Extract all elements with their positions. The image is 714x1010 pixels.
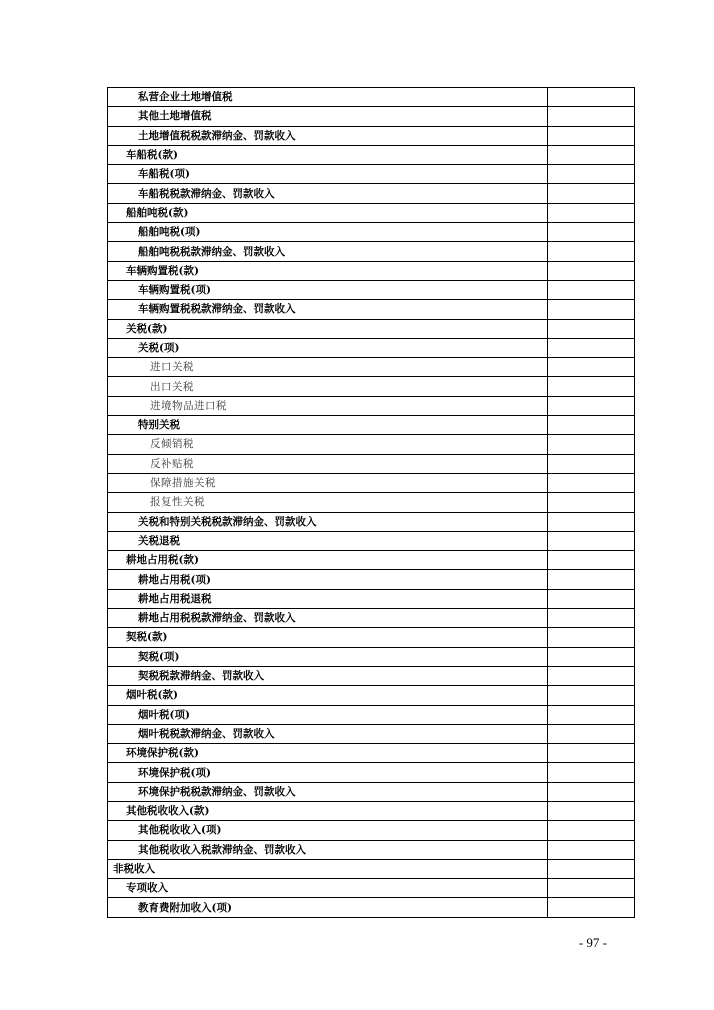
table-row bbox=[108, 126, 635, 145]
row-value-cell bbox=[548, 666, 635, 685]
row-value-cell bbox=[548, 358, 635, 377]
row-value-cell bbox=[548, 840, 635, 859]
row-label: 关税退税 bbox=[108, 531, 548, 550]
table-row bbox=[108, 647, 635, 666]
table-row bbox=[108, 705, 635, 724]
table-row bbox=[108, 358, 635, 377]
row-value-cell bbox=[548, 647, 635, 666]
table-row bbox=[108, 628, 635, 647]
table-row bbox=[108, 454, 635, 473]
row-value-cell bbox=[548, 512, 635, 531]
row-label: 反补贴税 bbox=[108, 454, 548, 473]
row-value-cell bbox=[548, 551, 635, 570]
table-row bbox=[108, 724, 635, 743]
row-label: 耕地占用税(项) bbox=[108, 570, 548, 589]
row-value-cell bbox=[548, 242, 635, 261]
row-value-cell bbox=[548, 435, 635, 454]
row-value-cell bbox=[548, 416, 635, 435]
table-row bbox=[108, 763, 635, 782]
table-row bbox=[108, 686, 635, 705]
row-value-cell bbox=[548, 184, 635, 203]
row-label: 报复性关税 bbox=[108, 493, 548, 512]
row-value-cell bbox=[548, 396, 635, 415]
table-row bbox=[108, 551, 635, 570]
row-value-cell bbox=[548, 107, 635, 126]
table-row bbox=[108, 801, 635, 820]
table-row bbox=[108, 744, 635, 763]
row-label: 其他税收收入(项) bbox=[108, 821, 548, 840]
table-row bbox=[108, 531, 635, 550]
row-label: 船舶吨税(项) bbox=[108, 223, 548, 242]
table-row bbox=[108, 280, 635, 299]
row-value-cell bbox=[548, 859, 635, 878]
table-row bbox=[108, 184, 635, 203]
row-value-cell bbox=[548, 705, 635, 724]
row-value-cell bbox=[548, 782, 635, 801]
row-label: 烟叶税税款滞纳金、罚款收入 bbox=[108, 724, 548, 743]
row-value-cell bbox=[548, 88, 635, 107]
table-row bbox=[108, 338, 635, 357]
table-row bbox=[108, 107, 635, 126]
table-row bbox=[108, 261, 635, 280]
table-row bbox=[108, 898, 635, 917]
row-value-cell bbox=[548, 744, 635, 763]
row-value-cell bbox=[548, 724, 635, 743]
row-label: 车辆购置税(项) bbox=[108, 280, 548, 299]
row-label: 特别关税 bbox=[108, 416, 548, 435]
row-value-cell bbox=[548, 300, 635, 319]
row-value-cell bbox=[548, 280, 635, 299]
row-label: 保障措施关税 bbox=[108, 473, 548, 492]
row-label: 环境保护税税款滞纳金、罚款收入 bbox=[108, 782, 548, 801]
row-label: 车船税(项) bbox=[108, 165, 548, 184]
row-label: 耕地占用税退税 bbox=[108, 589, 548, 608]
row-label: 进境物品进口税 bbox=[108, 396, 548, 415]
row-value-cell bbox=[548, 801, 635, 820]
table-row bbox=[108, 666, 635, 685]
table-row bbox=[108, 493, 635, 512]
row-value-cell bbox=[548, 377, 635, 396]
row-label: 船舶吨税税款滞纳金、罚款收入 bbox=[108, 242, 548, 261]
row-value-cell bbox=[548, 628, 635, 647]
table-row bbox=[108, 782, 635, 801]
row-label: 环境保护税(款) bbox=[108, 744, 548, 763]
row-label: 环境保护税(项) bbox=[108, 763, 548, 782]
row-value-cell bbox=[548, 145, 635, 164]
row-value-cell bbox=[548, 879, 635, 898]
row-label: 关税(款) bbox=[108, 319, 548, 338]
row-label: 非税收入 bbox=[108, 859, 548, 878]
row-value-cell bbox=[548, 531, 635, 550]
table-row bbox=[108, 88, 635, 107]
row-label: 车辆购置税(款) bbox=[108, 261, 548, 280]
table-row bbox=[108, 300, 635, 319]
row-value-cell bbox=[548, 570, 635, 589]
table-row bbox=[108, 377, 635, 396]
row-value-cell bbox=[548, 589, 635, 608]
row-label: 出口关税 bbox=[108, 377, 548, 396]
row-value-cell bbox=[548, 454, 635, 473]
row-label: 教育费附加收入(项) bbox=[108, 898, 548, 917]
table-row bbox=[108, 589, 635, 608]
table-body bbox=[108, 88, 635, 918]
row-label: 契税(款) bbox=[108, 628, 548, 647]
row-label: 其他土地增值税 bbox=[108, 107, 548, 126]
row-value-cell bbox=[548, 261, 635, 280]
row-label: 契税税款滞纳金、罚款收入 bbox=[108, 666, 548, 685]
row-value-cell bbox=[548, 165, 635, 184]
table-row bbox=[108, 879, 635, 898]
table-row bbox=[108, 512, 635, 531]
table-row bbox=[108, 473, 635, 492]
row-label: 烟叶税(款) bbox=[108, 686, 548, 705]
row-label: 关税和特别关税税款滞纳金、罚款收入 bbox=[108, 512, 548, 531]
table-row bbox=[108, 319, 635, 338]
table-row bbox=[108, 570, 635, 589]
row-label: 进口关税 bbox=[108, 358, 548, 377]
row-label: 契税(项) bbox=[108, 647, 548, 666]
page-number: - 97 - bbox=[578, 935, 607, 950]
table-row bbox=[108, 396, 635, 415]
row-label: 车船税税款滞纳金、罚款收入 bbox=[108, 184, 548, 203]
table-row bbox=[108, 435, 635, 454]
row-value-cell bbox=[548, 763, 635, 782]
table-row bbox=[108, 242, 635, 261]
row-value-cell bbox=[548, 493, 635, 512]
row-value-cell bbox=[548, 686, 635, 705]
table-row bbox=[108, 821, 635, 840]
table-row bbox=[108, 609, 635, 628]
row-value-cell bbox=[548, 821, 635, 840]
table-row bbox=[108, 145, 635, 164]
row-label: 车辆购置税税款滞纳金、罚款收入 bbox=[108, 300, 548, 319]
row-value-cell bbox=[548, 609, 635, 628]
row-value-cell bbox=[548, 898, 635, 917]
row-label: 耕地占用税税款滞纳金、罚款收入 bbox=[108, 609, 548, 628]
table-row bbox=[108, 165, 635, 184]
row-value-cell bbox=[548, 223, 635, 242]
table-row bbox=[108, 223, 635, 242]
table-row bbox=[108, 840, 635, 859]
table-row bbox=[108, 203, 635, 222]
revenue-classification-table bbox=[107, 87, 635, 918]
row-label: 其他税收收入(款) bbox=[108, 801, 548, 820]
row-label: 车船税(款) bbox=[108, 145, 548, 164]
row-value-cell bbox=[548, 203, 635, 222]
table-row bbox=[108, 416, 635, 435]
row-label: 其他税收收入税款滞纳金、罚款收入 bbox=[108, 840, 548, 859]
row-label: 耕地占用税(款) bbox=[108, 551, 548, 570]
row-value-cell bbox=[548, 126, 635, 145]
row-label: 烟叶税(项) bbox=[108, 705, 548, 724]
row-label: 私营企业土地增值税 bbox=[108, 88, 548, 107]
row-label: 专项收入 bbox=[108, 879, 548, 898]
row-value-cell bbox=[548, 338, 635, 357]
row-label: 船舶吨税(款) bbox=[108, 203, 548, 222]
row-label: 关税(项) bbox=[108, 338, 548, 357]
row-label: 反倾销税 bbox=[108, 435, 548, 454]
table-row bbox=[108, 859, 635, 878]
row-label: 土地增值税税款滞纳金、罚款收入 bbox=[108, 126, 548, 145]
row-value-cell bbox=[548, 319, 635, 338]
row-value-cell bbox=[548, 473, 635, 492]
